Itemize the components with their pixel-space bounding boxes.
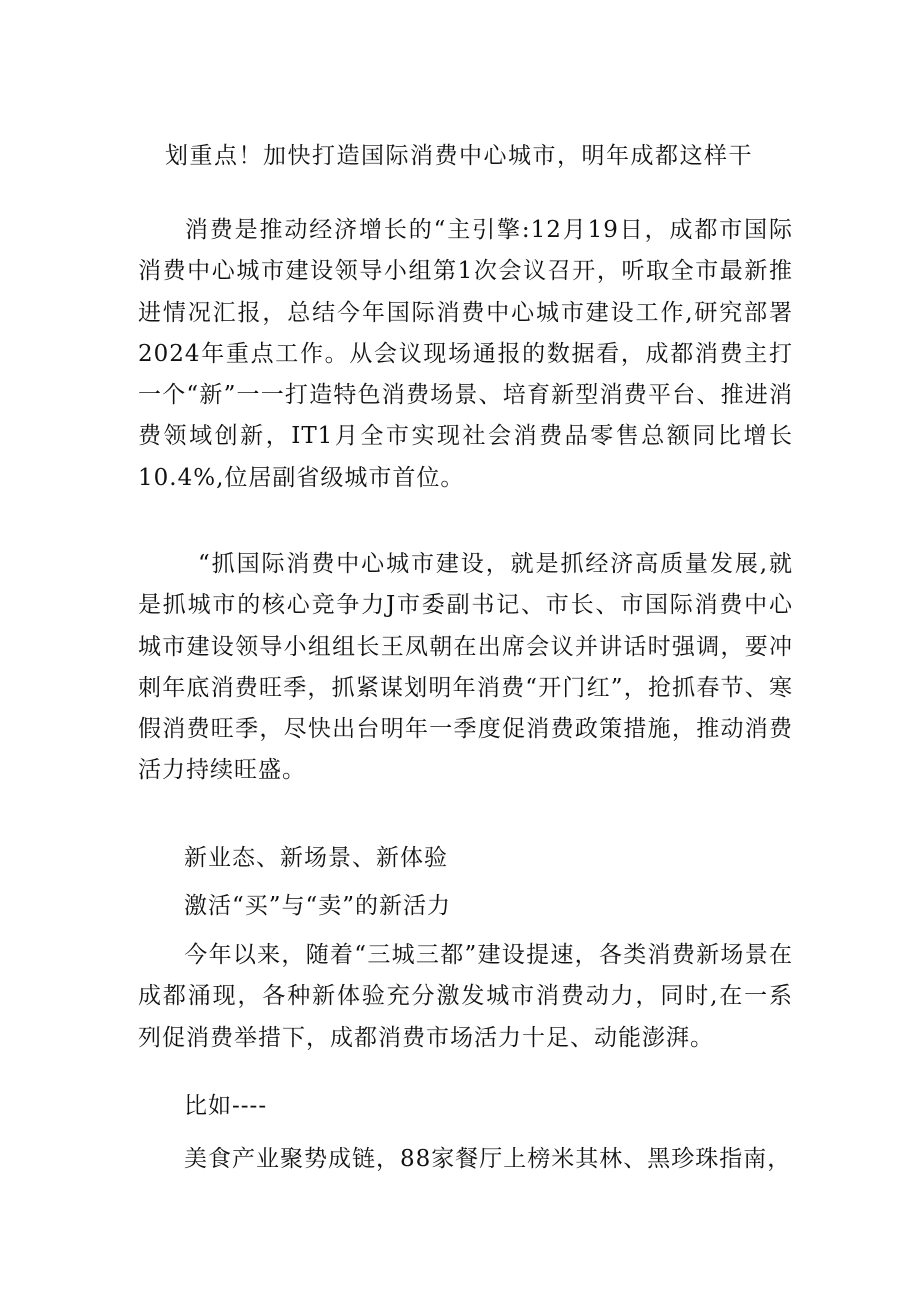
subheading-new-formats: 新业态、新场景、新体验 — [184, 845, 448, 871]
paragraph-text: “抓国际消费中心城市建设，就是抓经济高质量发展,就是抓城市的核心竞争力J市委副书记、市长、市国际消费中心城市建设领导小组组长王凤朝在出席会议并讲话时强调，要冲刺年底消费旺季，抓紧谋划明年消费“开门红”，抢抓春节、寒假消费旺季，尽快出台明年一季度促消费政策措施，推动消费活力持续旺盛。 — [138, 551, 793, 784]
paragraph-text: 消费是推动经济增长的“主引擎:12月19日，成都市国际消费中心城市建设领导小组第1次会议召开，听取全市最新推进情况汇报，总结今年国际消费中心城市建设工作,研究部署2024年重点工作。从会议现场通报的数据看，成都消费主打一个“新”一一打造特色消费场景、培育新型消费平台、推进消费领域创新，IT1月全市实现社会消费品零售总额同比增长10.4%,位居副省级城市首位。 — [138, 217, 793, 491]
subheading-buy-sell-vitality: 激活“买”与“卖”的新活力 — [184, 893, 452, 919]
paragraph-three-cities — [138, 935, 793, 1059]
example-line-food-industry: 美食产业聚势成链，88家餐厅上榜米其林、黑珍珠指南， — [184, 1146, 792, 1172]
paragraph-text: 今年以来，随着“三城三都”建设提速，各类消费新场景在成都涌现，各种新体验充分激发城市消费动力，同时,在一系列促消费举措下，成都消费市场活力十足、动能澎湃。 — [138, 942, 793, 1051]
example-intro: 比如---- — [184, 1093, 268, 1119]
paragraph-mayor-quote — [138, 544, 793, 792]
document-title: 划重点！加快打造国际消费中心城市，明年成都这样干 — [165, 143, 753, 169]
paragraph-consumption-engine — [138, 210, 793, 499]
